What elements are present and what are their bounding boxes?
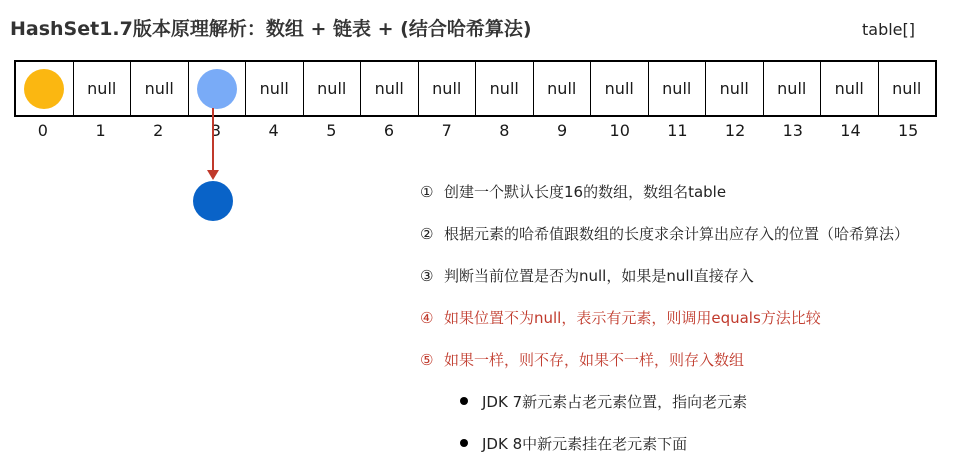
cell-value: null bbox=[892, 79, 922, 98]
array-cell bbox=[706, 62, 764, 115]
cell-value: null bbox=[317, 79, 347, 98]
array-cell bbox=[74, 62, 132, 115]
step-number: ③ bbox=[420, 267, 434, 285]
array-index: 9 bbox=[556, 121, 568, 140]
step-text: 根据元素的哈希值跟数组的长度求余计算出应存入的位置（哈希算法） bbox=[444, 225, 910, 243]
array-index: 11 bbox=[667, 121, 688, 140]
array-index: 5 bbox=[326, 121, 337, 140]
array-index: 7 bbox=[441, 121, 452, 140]
cell-value: null bbox=[777, 79, 807, 98]
element-circle bbox=[24, 69, 64, 109]
cell-value: null bbox=[662, 79, 692, 98]
array-cell bbox=[476, 62, 534, 115]
bullet-text: JDK 8中新元素挂在老元素下面 bbox=[482, 435, 688, 453]
cell-value: null bbox=[144, 79, 174, 98]
array-cell bbox=[821, 62, 879, 115]
cell-value: null bbox=[87, 79, 117, 98]
cell-value: null bbox=[834, 79, 864, 98]
step-item bbox=[420, 223, 909, 244]
bullet-dot-icon bbox=[460, 439, 468, 447]
element-circle bbox=[197, 69, 237, 109]
array-cell bbox=[649, 62, 707, 115]
array-index: 14 bbox=[840, 121, 861, 140]
array-cell bbox=[131, 62, 189, 115]
step-number: ⑤ bbox=[420, 351, 434, 369]
step-number: ② bbox=[420, 225, 434, 243]
step-item bbox=[420, 349, 744, 370]
cell-value: null bbox=[432, 79, 462, 98]
hash-table-array bbox=[14, 60, 937, 117]
bullet-item bbox=[460, 391, 747, 412]
array-cell bbox=[534, 62, 592, 115]
step-item bbox=[420, 265, 754, 286]
cell-value: null bbox=[604, 79, 634, 98]
array-cell bbox=[419, 62, 477, 115]
step-text: 判断当前位置是否为null，如果是null直接存入 bbox=[444, 267, 754, 285]
array-index: 0 bbox=[37, 121, 48, 140]
array-cell bbox=[246, 62, 304, 115]
bullet-item bbox=[460, 433, 687, 454]
array-index: 15 bbox=[897, 121, 919, 140]
array-index: 2 bbox=[153, 121, 164, 140]
array-cell bbox=[764, 62, 822, 115]
diagram-title: HashSet1.7版本原理解析：数组 + 链表 + (结合哈希算法) bbox=[10, 18, 532, 40]
array-index: 12 bbox=[724, 121, 746, 140]
array-cell bbox=[304, 62, 362, 115]
array-label: table[] bbox=[862, 20, 916, 39]
step-item bbox=[420, 181, 726, 202]
cell-value: null bbox=[259, 79, 289, 98]
array-index: 3 bbox=[210, 121, 221, 140]
array-indices bbox=[14, 121, 937, 140]
cell-value: null bbox=[489, 79, 519, 98]
step-text: 如果一样，则不存，如果不一样，则存入数组 bbox=[444, 351, 745, 369]
bullet-text: JDK 7新元素占老元素位置，指向老元素 bbox=[482, 393, 748, 411]
array-index: 13 bbox=[782, 121, 803, 140]
array-cell bbox=[16, 62, 74, 115]
array-index: 4 bbox=[268, 121, 279, 140]
array-cell bbox=[189, 62, 247, 115]
step-text: 如果位置不为null，表示有元素，则调用equals方法比较 bbox=[444, 309, 821, 327]
step-text: 创建一个默认长度16的数组，数组名table bbox=[444, 183, 727, 201]
array-index: 6 bbox=[383, 121, 395, 140]
linked-node-circle bbox=[193, 181, 233, 221]
step-number: ④ bbox=[420, 309, 434, 327]
array-index: 10 bbox=[609, 121, 630, 140]
step-number: ① bbox=[420, 183, 434, 201]
array-cell bbox=[591, 62, 649, 115]
array-index: 8 bbox=[499, 121, 510, 140]
step-item bbox=[420, 307, 821, 328]
bullet-dot-icon bbox=[460, 397, 468, 405]
array-cell bbox=[361, 62, 419, 115]
array-cell bbox=[879, 62, 936, 115]
cell-value: null bbox=[374, 79, 404, 98]
cell-value: null bbox=[547, 79, 577, 98]
cell-value: null bbox=[719, 79, 749, 98]
array-index: 1 bbox=[95, 121, 106, 140]
